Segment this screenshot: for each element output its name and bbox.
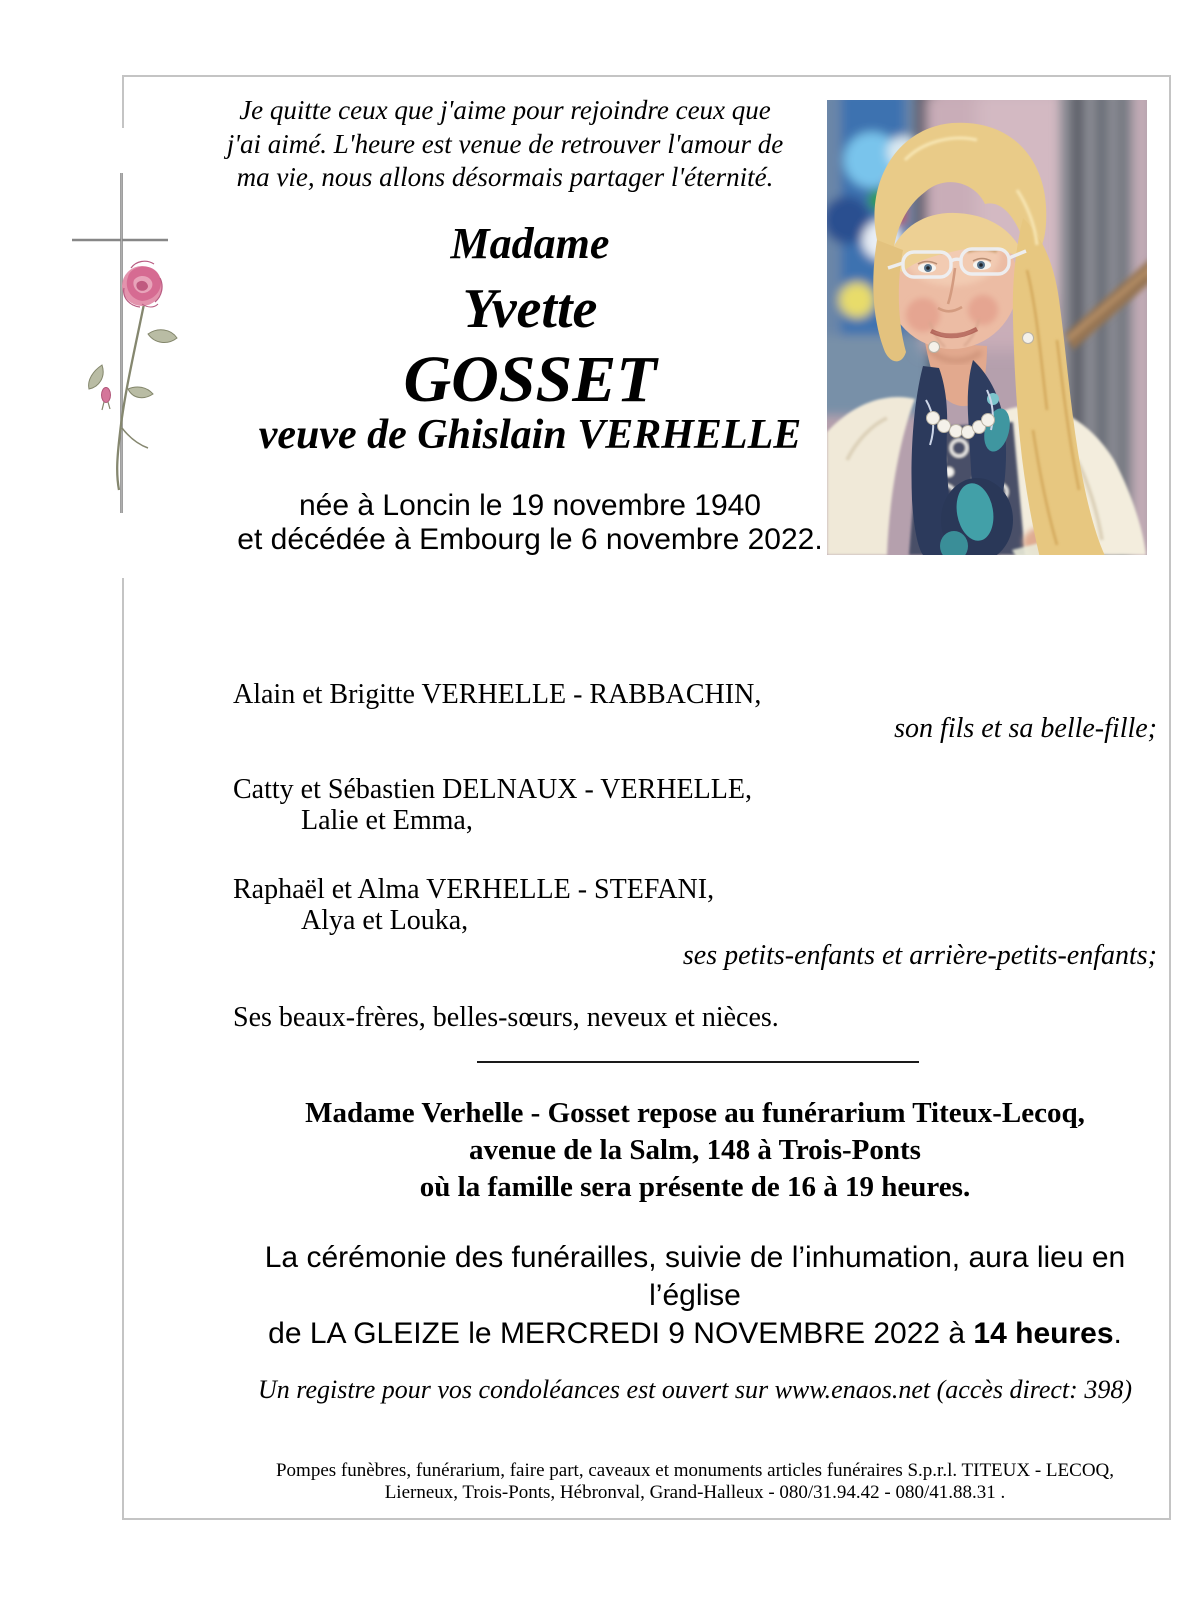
ceremony-time: 14 heures <box>973 1317 1114 1350</box>
family-row-inlaws: Ses beaux-frères, belles-sœurs, neveux et nièces. <box>233 1002 779 1033</box>
wake-line-3: où la famille sera présente de 16 à 19 heures. <box>419 1171 971 1203</box>
cross-rose-icon <box>36 128 216 578</box>
wake-line-2: avenue de la Salm, 148 à Trois-Ponts <box>469 1134 921 1166</box>
widow-line: veuve de Ghislain VERHELLE <box>258 412 802 458</box>
cross-rose-illustration <box>36 128 216 578</box>
family-row-son: Alain et Brigitte VERHELLE - RABBACHIN, <box>233 679 762 710</box>
death-line: et décédée à Embourg le 6 novembre 2022. <box>237 523 823 556</box>
portrait-photo-image <box>827 100 1147 555</box>
condolences-register-line: Un registre pour vos condoléances est ouvert sur www.enaos.net (accès direct: 398) <box>258 1375 1132 1404</box>
ceremony-line-1: La cérémonie des funérailles, suivie de l’inhumation, aura lieu en l’église <box>264 1241 1126 1312</box>
opening-quote <box>185 94 825 195</box>
family-row-grandchild-2: Raphaël et Alma VERHELLE - STEFANI, <box>233 874 715 905</box>
family-row-grandchild-1: Catty et Sébastien DELNAUX - VERHELLE, <box>233 774 752 805</box>
quote-line-2: j'ai aimé. L'heure est venue de retrouver l'amour de <box>226 128 784 159</box>
family-row-grandchild-2-children: Alya et Louka, <box>301 905 469 936</box>
ceremony-date-text: de LA GLEIZE le MERCREDI 9 NOVEMBRE 2022 à <box>268 1317 974 1350</box>
birth-line: née à Loncin le 19 novembre 1940 <box>298 489 761 522</box>
deceased-honorific: Madame <box>450 219 610 268</box>
divider-line <box>477 1061 919 1063</box>
funeral-home-footer <box>233 1460 1157 1503</box>
family-relation-son: son fils et sa belle-fille; <box>894 713 1157 744</box>
family-relation-grandchildren: ses petits-enfants et arrière-petits-enfants; <box>682 940 1157 971</box>
footer-line-2: Lierneux, Trois-Ponts, Hébronval, Grand-Halleux - 080/31.94.42 - 080/41.88.31 . <box>384 1481 1006 1503</box>
ceremony-info <box>233 1239 1157 1353</box>
footer-line-1: Pompes funèbres, funérarium, faire part, caveaux et monuments articles funéraires S.p.r.l. TITEUX - LECOQ, <box>275 1460 1115 1481</box>
ceremony-line-2 <box>233 1315 1157 1353</box>
deceased-first-name: Yvette <box>462 278 598 340</box>
deceased-last-name: GOSSET <box>403 343 657 416</box>
family-row-grandchild-1-children: Lalie et Emma, <box>301 805 473 836</box>
ceremony-period: . <box>1113 1317 1122 1350</box>
quote-line-3: ma vie, nous allons désormais partager l'éternité. <box>236 162 774 192</box>
quote-line-1: Je quitte ceux que j'aime pour rejoindre ceux que <box>239 95 771 125</box>
wake-line-1: Madame Verhelle - Gosset repose au funérarium Titeux-Lecoq, <box>305 1097 1085 1129</box>
birth-death-dates <box>230 489 830 557</box>
wake-info <box>233 1095 1157 1206</box>
portrait-photo <box>827 100 1147 555</box>
